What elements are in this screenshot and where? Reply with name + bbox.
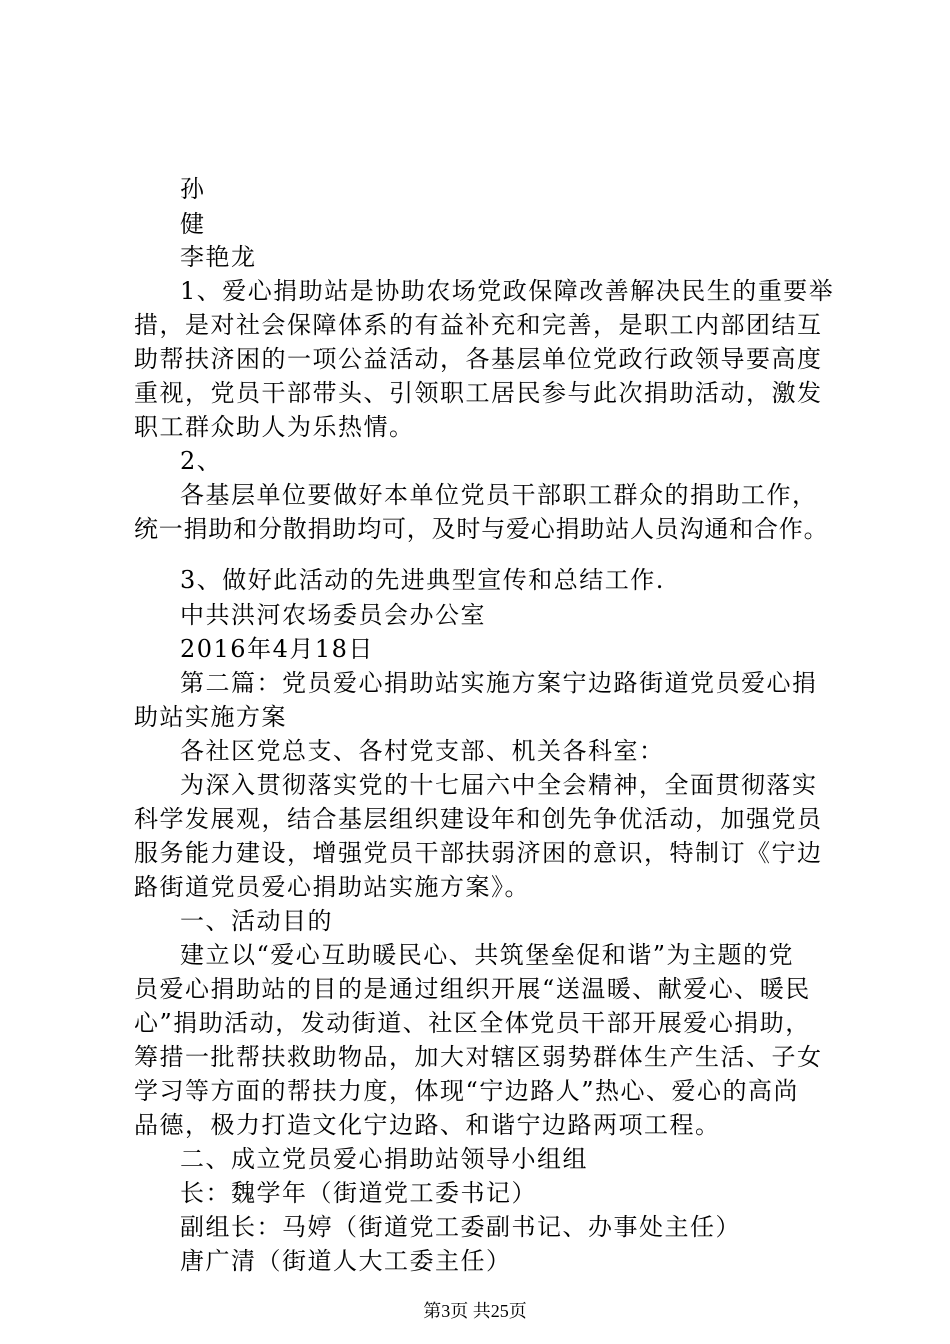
text-line: 职工群众助人为乐热情。 [134, 413, 415, 441]
text-line: 员爱心捐助站的目的是通过组织开展“送温暖、献爱心、暖民 [134, 975, 811, 1003]
heading: 一、活动目的 [180, 907, 333, 935]
text-line: 路街道党员爱心捐助站实施方案》。 [134, 873, 530, 901]
text-line: 为深入贯彻落实党的十七届六中全会精神，全面贯彻落实 [180, 771, 818, 799]
text-line: 长：魏学年（街道党工委书记） [180, 1179, 537, 1207]
text-line: 3、做好此活动的先进典型宣传和总结工作. [180, 566, 665, 594]
text-line: 唐广清（街道人大工委主任） [180, 1247, 512, 1275]
text-line: 统一捐助和分散捐助均可，及时与爱心捐助站人员沟通和合作。 [134, 515, 829, 543]
text-line: 各社区党总支、各村党支部、机关各科室： [180, 737, 665, 765]
text-line: 中共洪河农场委员会办公室 [180, 601, 486, 629]
text-line: 措，是对社会保障体系的有益补充和完善，是职工内部团结互 [134, 311, 823, 339]
text-line: 各基层单位要做好本单位党员干部职工群众的捐助工作， [180, 481, 818, 509]
section-title: 第二篇：党员爱心捐助站实施方案宁边路街道党员爱心捐 [180, 669, 818, 697]
text-line: 品德，极力打造文化宁边路、和谐宁边路两项工程。 [134, 1111, 721, 1139]
text-line: 孙 [180, 175, 206, 203]
heading: 二、成立党员爱心捐助站领导小组组 [180, 1145, 588, 1173]
text-line: 副组长：马婷（街道党工委副书记、办事处主任） [180, 1213, 741, 1241]
page-number-footer: 第3页 共25页 [423, 1301, 527, 1321]
text-line: 筹措一批帮扶救助物品，加大对辖区弱势群体生产生活、子女 [134, 1043, 823, 1071]
text-line: 重视，党员干部带头、引领职工居民参与此次捐助活动，激发 [134, 379, 823, 407]
text-line: 健 [180, 210, 206, 238]
text-line: 建立以“爱心互助暖民心、共筑堡垒促和谐”为主题的党 [180, 941, 795, 969]
text-line: 2、 [180, 447, 223, 475]
text-line: 心”捐助活动，发动街道、社区全体党员干部开展爱心捐助， [134, 1009, 811, 1037]
text-line: 学习等方面的帮扶力度，体现“宁边路人”热心、爱心的高尚 [134, 1077, 800, 1105]
text-line: 科学发展观，结合基层组织建设年和创先争优活动，加强党员 [134, 805, 823, 833]
text-line: 李艳龙 [180, 243, 257, 271]
text-line: 服务能力建设，增强党员干部扶弱济困的意识，特制订《宁边 [134, 839, 823, 867]
section-title: 助站实施方案 [134, 703, 287, 731]
text-line: 助帮扶济困的一项公益活动，各基层单位党政行政领导要高度 [134, 345, 823, 373]
text-line: 1、爱心捐助站是协助农场党政保障改善解决民生的重要举 [180, 277, 835, 305]
date-line: 2016年4月18日 [180, 635, 374, 663]
